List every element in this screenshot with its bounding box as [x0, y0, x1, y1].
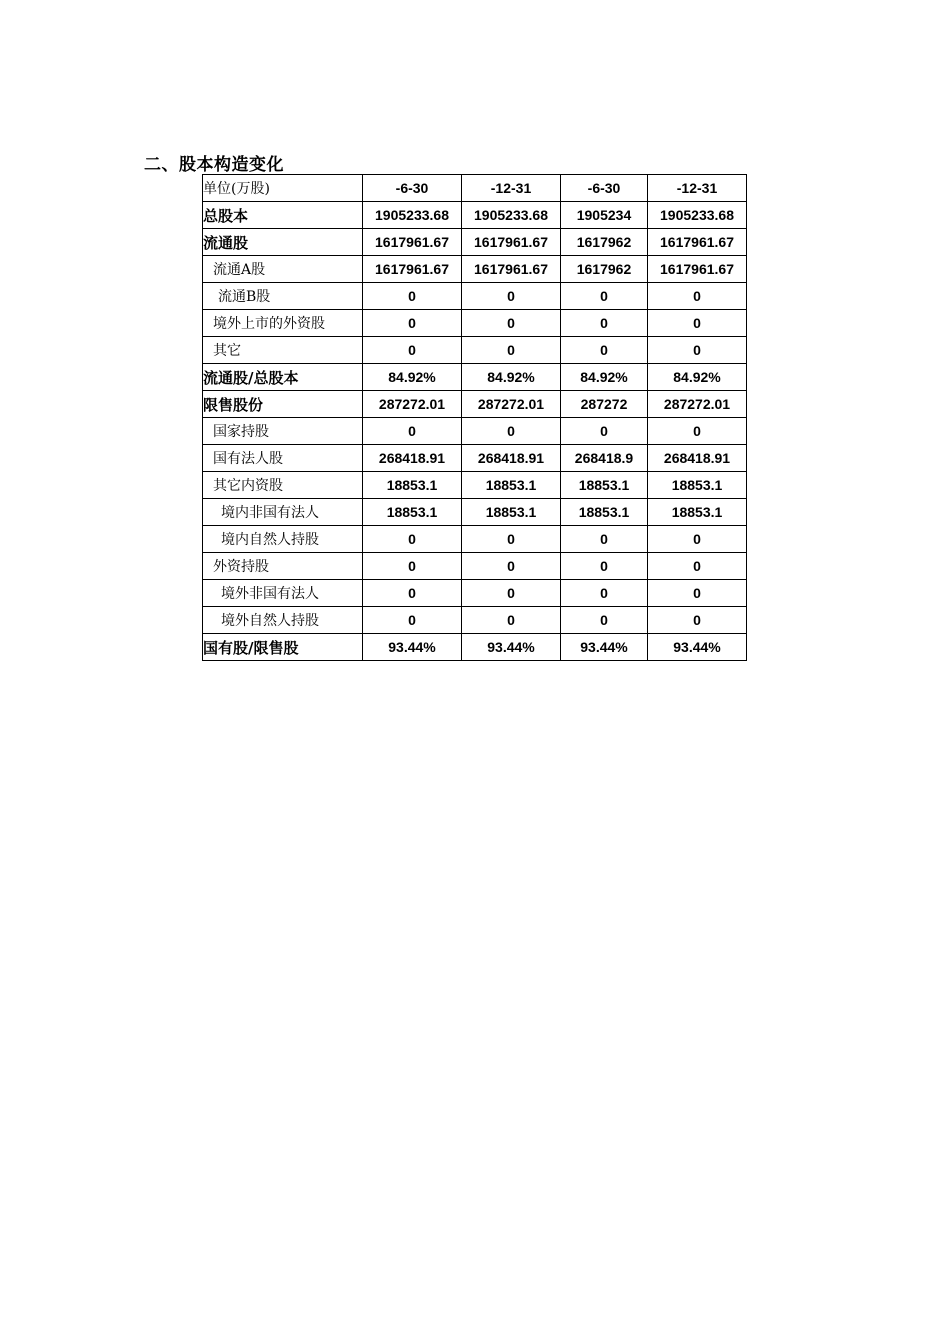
row-label: 境外非国有法人: [203, 580, 363, 607]
cell-value: 0: [462, 607, 561, 634]
cell-value: 18853.1: [561, 472, 648, 499]
table-row: [203, 526, 747, 553]
cell-value: 0: [648, 607, 747, 634]
cell-value: 0: [462, 580, 561, 607]
cell-value: 84.92%: [462, 364, 561, 391]
cell-value: 0: [648, 283, 747, 310]
cell-value: 268418.91: [363, 445, 462, 472]
column-header: -6-30: [363, 175, 462, 202]
table-row: [203, 418, 747, 445]
cell-value: 1617961.67: [363, 229, 462, 256]
row-label: 流通股/总股本: [203, 364, 363, 391]
cell-value: 0: [648, 580, 747, 607]
cell-value: 0: [462, 310, 561, 337]
cell-value: 0: [363, 310, 462, 337]
cell-value: 93.44%: [561, 634, 648, 661]
cell-value: 0: [363, 580, 462, 607]
column-header: -12-31: [648, 175, 747, 202]
cell-value: 287272.01: [462, 391, 561, 418]
table-row: [203, 283, 747, 310]
cell-value: 1617961.67: [648, 229, 747, 256]
cell-value: 93.44%: [648, 634, 747, 661]
row-label: 国有法人股: [203, 445, 363, 472]
cell-value: 0: [648, 310, 747, 337]
cell-value: 1617961.67: [648, 256, 747, 283]
cell-value: 268418.91: [462, 445, 561, 472]
table-row: [203, 391, 747, 418]
table-row: [203, 202, 747, 229]
cell-value: 1905233.68: [648, 202, 747, 229]
cell-value: 18853.1: [561, 499, 648, 526]
cell-value: 84.92%: [648, 364, 747, 391]
cell-value: 0: [363, 337, 462, 364]
cell-value: 18853.1: [462, 499, 561, 526]
cell-value: 0: [363, 607, 462, 634]
cell-value: 0: [462, 418, 561, 445]
cell-value: 287272.01: [648, 391, 747, 418]
row-label: 流通A股: [203, 256, 363, 283]
cell-value: 0: [363, 526, 462, 553]
table-row: [203, 364, 747, 391]
cell-value: 287272.01: [363, 391, 462, 418]
row-label: 境内非国有法人: [203, 499, 363, 526]
row-label: 其它内资股: [203, 472, 363, 499]
table-row: [203, 553, 747, 580]
cell-value: 1617961.67: [462, 229, 561, 256]
row-label: 境内自然人持股: [203, 526, 363, 553]
cell-value: 93.44%: [363, 634, 462, 661]
cell-value: 0: [648, 526, 747, 553]
cell-value: 1617961.67: [363, 256, 462, 283]
cell-value: 18853.1: [648, 499, 747, 526]
cell-value: 1905234: [561, 202, 648, 229]
row-label: 总股本: [203, 202, 363, 229]
row-label: 流通股: [203, 229, 363, 256]
table-row: [203, 472, 747, 499]
column-header: -12-31: [462, 175, 561, 202]
share-structure-table: [202, 174, 747, 661]
unit-label: 单位(万股): [203, 175, 363, 202]
table-header-row: [203, 175, 747, 202]
cell-value: 1905233.68: [363, 202, 462, 229]
cell-value: 0: [561, 607, 648, 634]
row-label: 流通B股: [203, 283, 363, 310]
table-row: [203, 229, 747, 256]
column-header: -6-30: [561, 175, 648, 202]
cell-value: 0: [462, 553, 561, 580]
row-label: 其它: [203, 337, 363, 364]
row-label: 境外自然人持股: [203, 607, 363, 634]
table-row: [203, 256, 747, 283]
cell-value: 0: [462, 283, 561, 310]
cell-value: 84.92%: [561, 364, 648, 391]
cell-value: 0: [561, 553, 648, 580]
cell-value: 18853.1: [363, 472, 462, 499]
cell-value: 287272: [561, 391, 648, 418]
cell-value: 0: [363, 553, 462, 580]
cell-value: 0: [561, 418, 648, 445]
cell-value: 93.44%: [462, 634, 561, 661]
cell-value: 1617962: [561, 229, 648, 256]
cell-value: 1905233.68: [462, 202, 561, 229]
table-row: [203, 607, 747, 634]
cell-value: 0: [561, 337, 648, 364]
cell-value: 0: [462, 526, 561, 553]
row-label: 国有股/限售股: [203, 634, 363, 661]
row-label: 境外上市的外资股: [203, 310, 363, 337]
cell-value: 268418.91: [648, 445, 747, 472]
row-label: 国家持股: [203, 418, 363, 445]
cell-value: 0: [648, 553, 747, 580]
cell-value: 1617962: [561, 256, 648, 283]
cell-value: 0: [561, 526, 648, 553]
table-row: [203, 445, 747, 472]
table-row: [203, 499, 747, 526]
cell-value: 18853.1: [648, 472, 747, 499]
cell-value: 0: [561, 310, 648, 337]
cell-value: 268418.9: [561, 445, 648, 472]
cell-value: 1617961.67: [462, 256, 561, 283]
table-row: [203, 634, 747, 661]
row-label: 限售股份: [203, 391, 363, 418]
section-title: 二、股本构造变化: [144, 155, 284, 175]
table-row: [203, 337, 747, 364]
cell-value: 18853.1: [363, 499, 462, 526]
cell-value: 0: [561, 580, 648, 607]
cell-value: 0: [462, 337, 561, 364]
cell-value: 0: [648, 337, 747, 364]
row-label: 外资持股: [203, 553, 363, 580]
cell-value: 0: [561, 283, 648, 310]
cell-value: 18853.1: [462, 472, 561, 499]
cell-value: 0: [648, 418, 747, 445]
table-row: [203, 580, 747, 607]
cell-value: 84.92%: [363, 364, 462, 391]
cell-value: 0: [363, 418, 462, 445]
table-row: [203, 310, 747, 337]
cell-value: 0: [363, 283, 462, 310]
